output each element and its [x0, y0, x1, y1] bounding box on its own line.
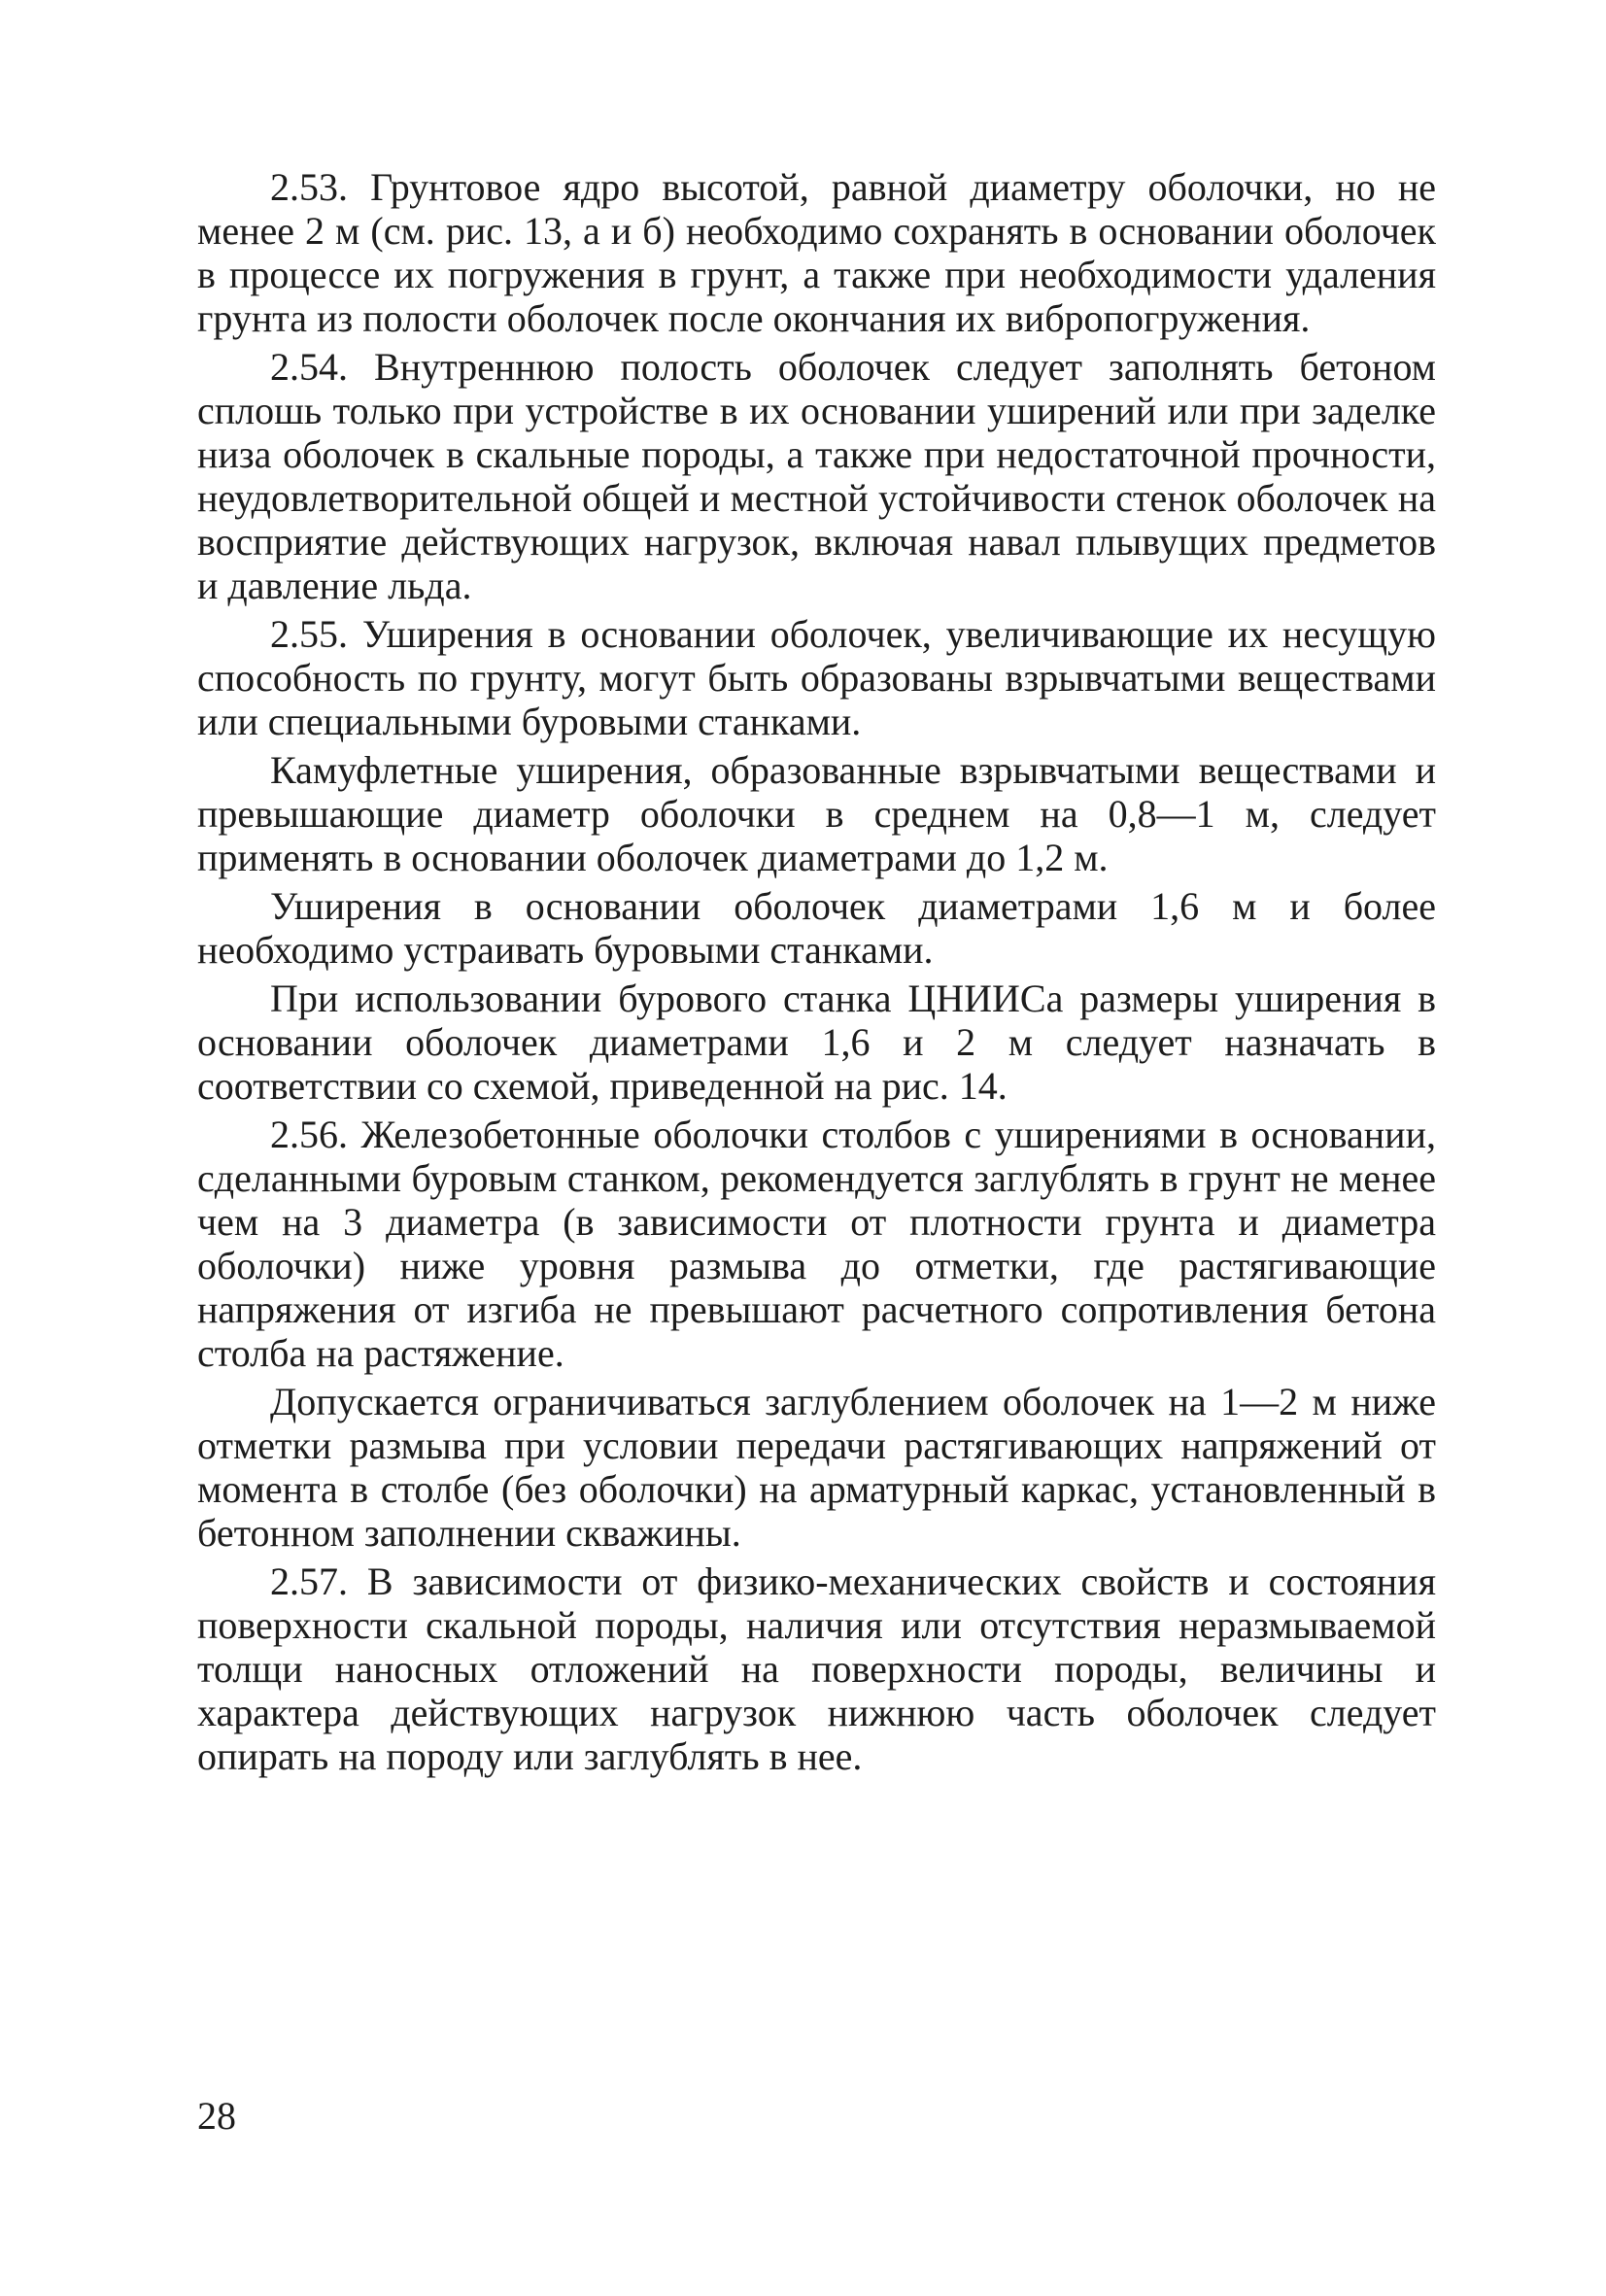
document-body	[197, 165, 1436, 1783]
paragraph-2-54: 2.54. Внутреннюю полость оболочек следует заполнять бетоном сплошь только при устройстве в их основании уширений или при заделке низа оболочек в скальные породы, а также при недостаточной прочности, неудовлетворительной общей и местной устойчивости стенок оболочек на восприятие действующих нагрузок, включая навал плывущих предметов и давление льда.	[197, 345, 1436, 607]
paragraph-2-57: 2.57. В зависимости от физико-механических свойств и состояния поверхности скальной породы, наличия или отсутствия неразмываемой толщи наносных отложений на поверхности породы, величины и характера действующих нагрузок нижнюю часть оболочек следует опирать на породу или заглублять в нее.	[197, 1559, 1436, 1778]
paragraph-2-56: 2.56. Железобетонные оболочки столбов с уширениями в основании, сделанными буровым станком, рекомендуется заглублять в грунт не менее чем на 3 диаметра (в зависимости от плотности грунта и диаметра оболочки) ниже уровня размыва до отметки, где растягивающие напряжения от изгиба не превышают расчетного сопротивления бетона столба на растяжение.	[197, 1113, 1436, 1375]
paragraph-2-55: 2.55. Уширения в основании оболочек, увеличивающие их несущую способность по грунту, могут быть образованы взрывчатыми веществами или специальными буровыми станками.	[197, 612, 1436, 743]
paragraph-drilling-widenings: Уширения в основании оболочек диаметрами 1,6 м и более необходимо устраивать буровыми станками.	[197, 884, 1436, 972]
paragraph-2-53: 2.53. Грунтовое ядро высотой, равной диаметру оболочки, но не менее 2 м (см. рис. 13, а и б) необходимо сохранять в основании оболочек в процессе их погружения в грунт, а также при необходимости удаления грунта из полости оболочек после окончания их вибропогружения.	[197, 165, 1436, 340]
paragraph-tsniis-drill: При использовании бурового станка ЦНИИСа размеры уширения в основании оболочек диаметрами 1,6 и 2 м следует назначать в соответствии со схемой, приведенной на рис. 14.	[197, 977, 1436, 1108]
paragraph-camouflet-widenings: Камуфлетные уширения, образованные взрывчатыми веществами и превышающие диаметр оболочки в среднем на 0,8—1 м, следует применять в основании оболочек диаметрами до 1,2 м.	[197, 748, 1436, 879]
paragraph-allowed-embedding: Допускается ограничиваться заглублением оболочек на 1—2 м ниже отметки размыва при условии передачи растягивающих напряжений от момента в столбе (без оболочки) на арматурный каркас, установленный в бетонном заполнении скважины.	[197, 1380, 1436, 1555]
page-number: 28	[197, 2094, 236, 2138]
